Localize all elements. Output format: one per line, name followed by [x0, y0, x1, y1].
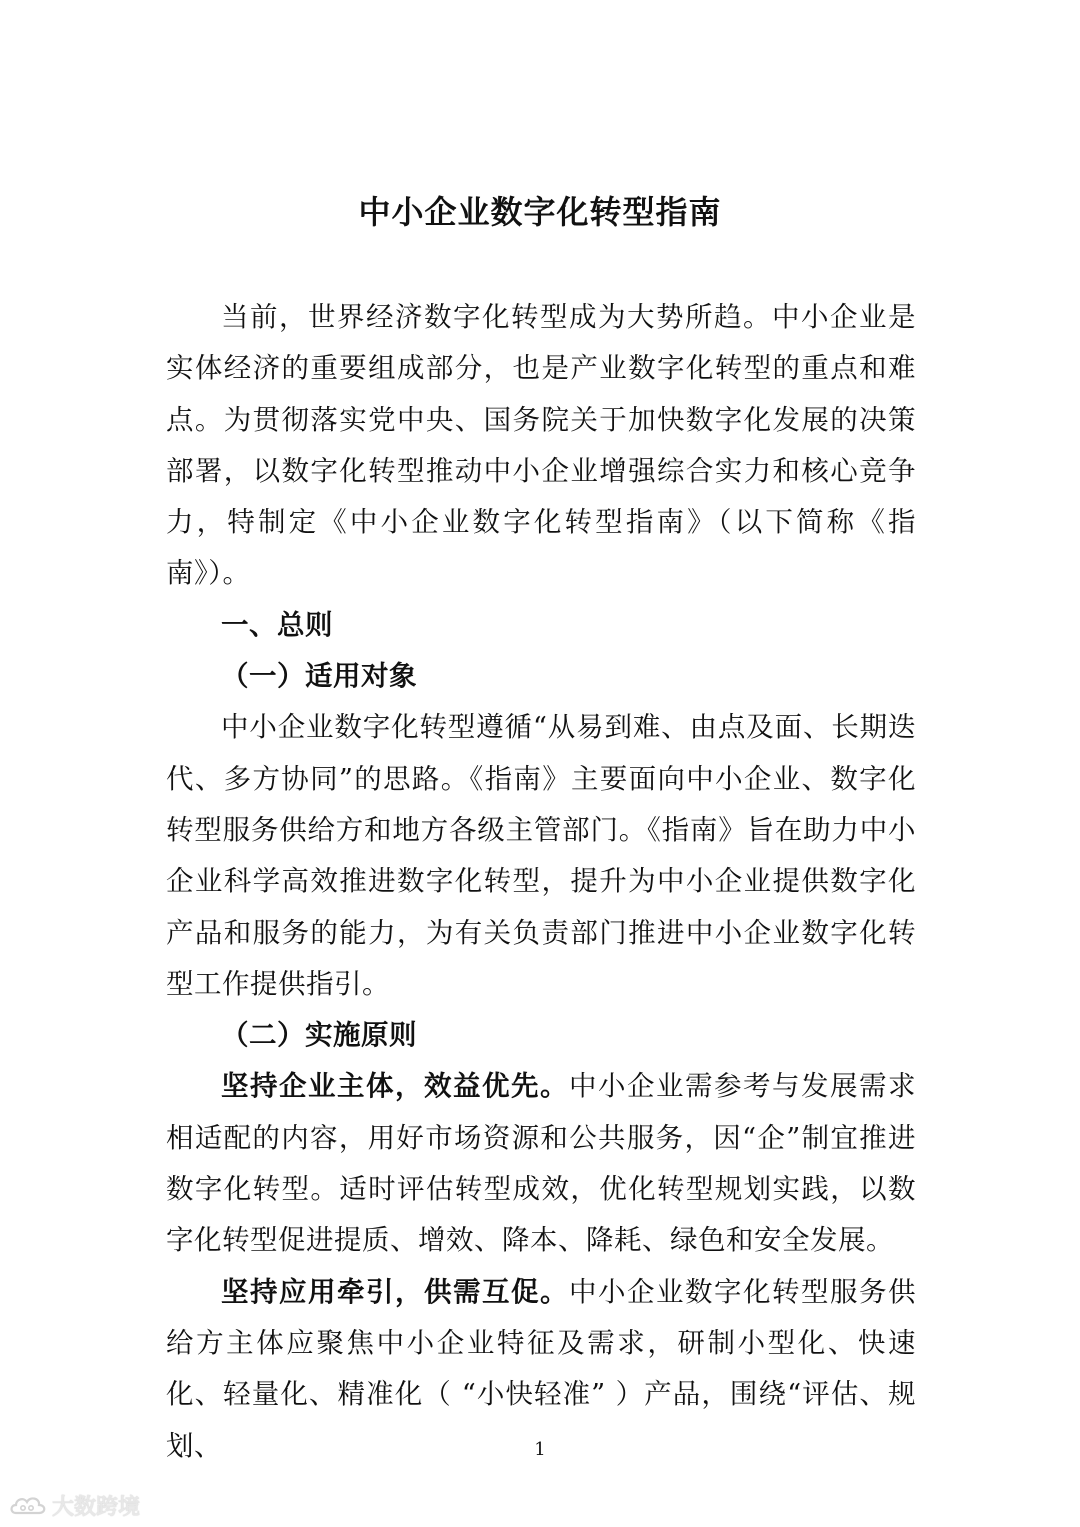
principle-1-lead: 坚持企业主体，效益优先。 [221, 1070, 569, 1103]
principle-2-lead: 坚持应用牵引，供需互促。 [221, 1275, 569, 1308]
document-title: 中小企业数字化转型指南 [358, 193, 722, 231]
page-number: 1 [534, 1439, 546, 1460]
principle-paragraph-1 [166, 1061, 916, 1266]
subsection-heading-principles: （二）实施原则 [221, 1019, 417, 1052]
document-body [166, 292, 916, 1472]
watermark [8, 1490, 140, 1520]
section-heading-general: 一、总则 [221, 608, 333, 641]
cloud-logo-icon [8, 1493, 48, 1517]
principle-2-text: 中小企业数字化转型服务供给方主体应聚焦中小企业特征及需求，研制小型化、快速化、轻量化、精准化（ “小快轻准” ）产品，围绕“评估、规划、 [166, 1275, 916, 1462]
scope-paragraph: 中小企业数字化转型遵循“从易到难、由点及面、长期迭代、多方协同”的思路。《指南》主要面向中小企业、数字化转型服务供给方和地方各级主管部门。《指南》旨在助力中小企业科学高效推进数字化转型，提升为中小企业提供数字化产品和服务的能力，为有关负责部门推进中小企业数字化转型工作提供指引。 [166, 711, 916, 1000]
principle-1-text: 中小企业需参考与发展需求相适配的内容，用好市场资源和公共服务，因“企”制宜推进数字化转型。适时评估转型成效，优化转型规划实践，以数字化转型促进提质、增效、降本、降耗、绿色和安全发展。 [166, 1070, 916, 1257]
intro-paragraph: 当前，世界经济数字化转型成为大势所趋。中小企业是实体经济的重要组成部分，也是产业数字化转型的重点和难点。为贯彻落实党中央、国务院关于加快数字化发展的决策部署，以数字化转型推动中小企业增强综合实力和核心竞争力，特制定《中小企业数字化转型指南》（以下简称《指南》）。 [166, 301, 916, 590]
watermark-text: 大数跨境 [52, 1494, 141, 1520]
subsection-heading-scope: （一）适用对象 [221, 660, 417, 693]
